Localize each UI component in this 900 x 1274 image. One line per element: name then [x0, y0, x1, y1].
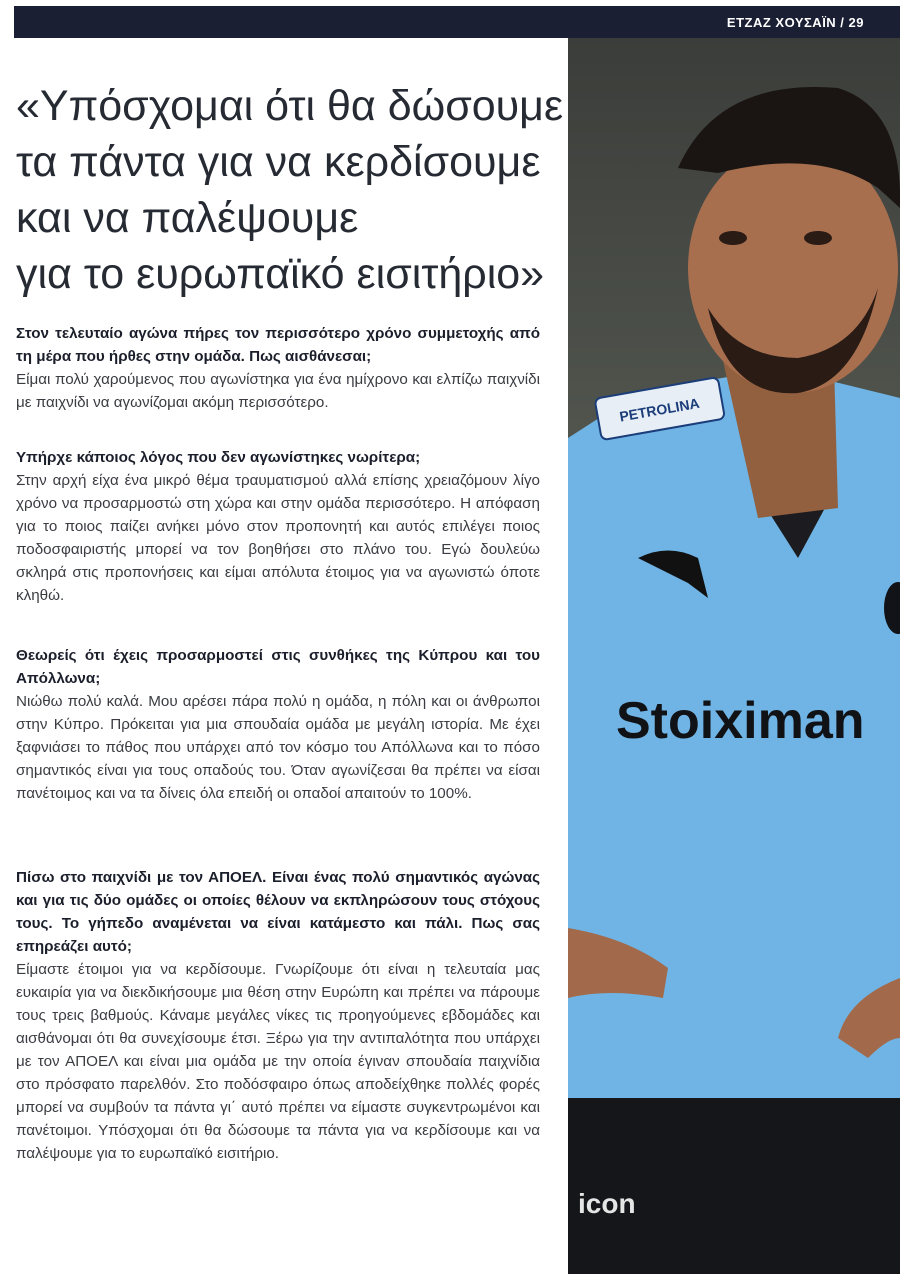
headline-line: και να παλέψουμε	[16, 194, 359, 242]
question-text: Πίσω στο παιχνίδι με τον ΑΠΟΕΛ. Είναι ένας πολύ σημαντικός αγώνας και για τις δύο ομάδες οι οποίες θέλουν να εκπληρώσουν τους στόχους τους. Το γήπεδο αναμένεται να είναι κατάμεστο και πάλι. Πως σας επηρεάζει αυτό;	[16, 869, 540, 955]
shorts-sponsor-text: icon	[578, 1188, 636, 1219]
question-text: Στον τελευταίο αγώνα πήρες τον περισσότερο χρόνο συμμετοχής από τη μέρα που ήρθες στην ομάδα. Πως αισθάνεσαι;	[16, 325, 540, 365]
question-text: Θεωρείς ότι έχεις προσαρμοστεί στις συνθήκες της Κύπρου και του Απόλλωνα;	[16, 647, 540, 687]
headline	[16, 78, 564, 302]
player-photo	[568, 38, 900, 1274]
qa-block	[16, 322, 540, 414]
question-text: Υπήρχε κάποιος λόγος που δεν αγωνίστηκες νωρίτερα;	[16, 449, 421, 466]
answer-text: Νιώθω πολύ καλά. Μου αρέσει πάρα πολύ η ομάδα, η πόλη και οι άνθρωποι στην Κύπρο. Πρόκειται για μια σπουδαία ομάδα με μεγάλη ιστορία. Με έχει ξαφνιάσει το πάθος που υπάρχει από τον κόσμο του Απόλλωνα και το πόσο σημαντικός είναι για τους οπαδούς του. Όταν αγωνίζεσαι θα πρέπει να είσαι πανέτοιμος και να τα δίνεις όλα επειδή οι οπαδοί απαιτούν το 100%.	[16, 693, 540, 802]
header-bar	[14, 6, 900, 38]
shorts-shape	[568, 1098, 900, 1274]
sleeve-sponsor-text: PETROLINA	[618, 394, 701, 425]
headline-line: «Υπόσχομαι ότι θα δώσουμε	[16, 82, 564, 130]
chest-sponsor-text: Stoiximan	[616, 692, 865, 750]
eye-left	[719, 231, 747, 245]
qa-block	[16, 866, 540, 1165]
header-page-label: ΕΤΖΑΖ ΧΟΥΣΑΪΝ / 29	[726, 15, 864, 30]
eye-right	[804, 231, 832, 245]
qa-block	[16, 644, 540, 805]
answer-text: Είμαστε έτοιμοι για να κερδίσουμε. Γνωρίζουμε ότι είναι η τελευταία μας ευκαιρία για να διεκδικήσουμε μια θέση στην Ευρώπη και πρέπει να πάρουμε τους τρεις βαθμούς. Κάναμε μεγάλες νίκες τις προηγούμενες εβδομάδες και αισθάνομαι ότι θα συνεχίσουμε έτσι. Ξέρω για την αντιπαλότητα που υπάρχει με τον ΑΠΟΕΛ και είναι μια ομάδα με την οποία έγιναν σπουδαία παιχνίδια στο πρόσφατο παρελθόν. Στο ποδόσφαιρο όπως αποδείχθηκε πολλές φορές μπορεί να συμβούν τα πάντα γι΄ αυτό πρέπει να είμαστε συγκεντρωμένοι και πανέτοιμοι. Υπόσχομαι ότι θα δώσουμε τα πάντα για να κερδίσουμε και να παλέψουμε για το ευρωπαϊκό εισιτήριο.	[16, 961, 540, 1162]
player-illustration	[568, 38, 900, 1274]
qa-block	[16, 446, 540, 607]
headline-line: τα πάντα για να κερδίσουμε	[16, 138, 541, 186]
answer-text: Είμαι πολύ χαρούμενος που αγωνίστηκα για ένα ημίχρονο και ελπίζω παιχνίδι με παιχνίδι να αγωνίζομαι ακόμη περισσότερο.	[16, 371, 540, 411]
headline-line: για το ευρωπαϊκό εισιτήριο»	[16, 250, 545, 298]
answer-text: Στην αρχή είχα ένα μικρό θέμα τραυματισμού αλλά επίσης χρειαζόμουν λίγο χρόνο να προσαρμοστώ στη χώρα και στην ομάδα περισσότερο. Η απόφαση για το ποιος παίζει ανήκει μόνο στον προπονητή και αυτός επιλέγει ποιος ποδοσφαιριστής μπορεί να τον βοηθήσει στο πλάνο του. Εγώ δουλεύω σκληρά στις προπονήσεις και είμαι απόλυτα έτοιμος για να αγωνιστώ όποτε κληθώ.	[16, 472, 540, 604]
